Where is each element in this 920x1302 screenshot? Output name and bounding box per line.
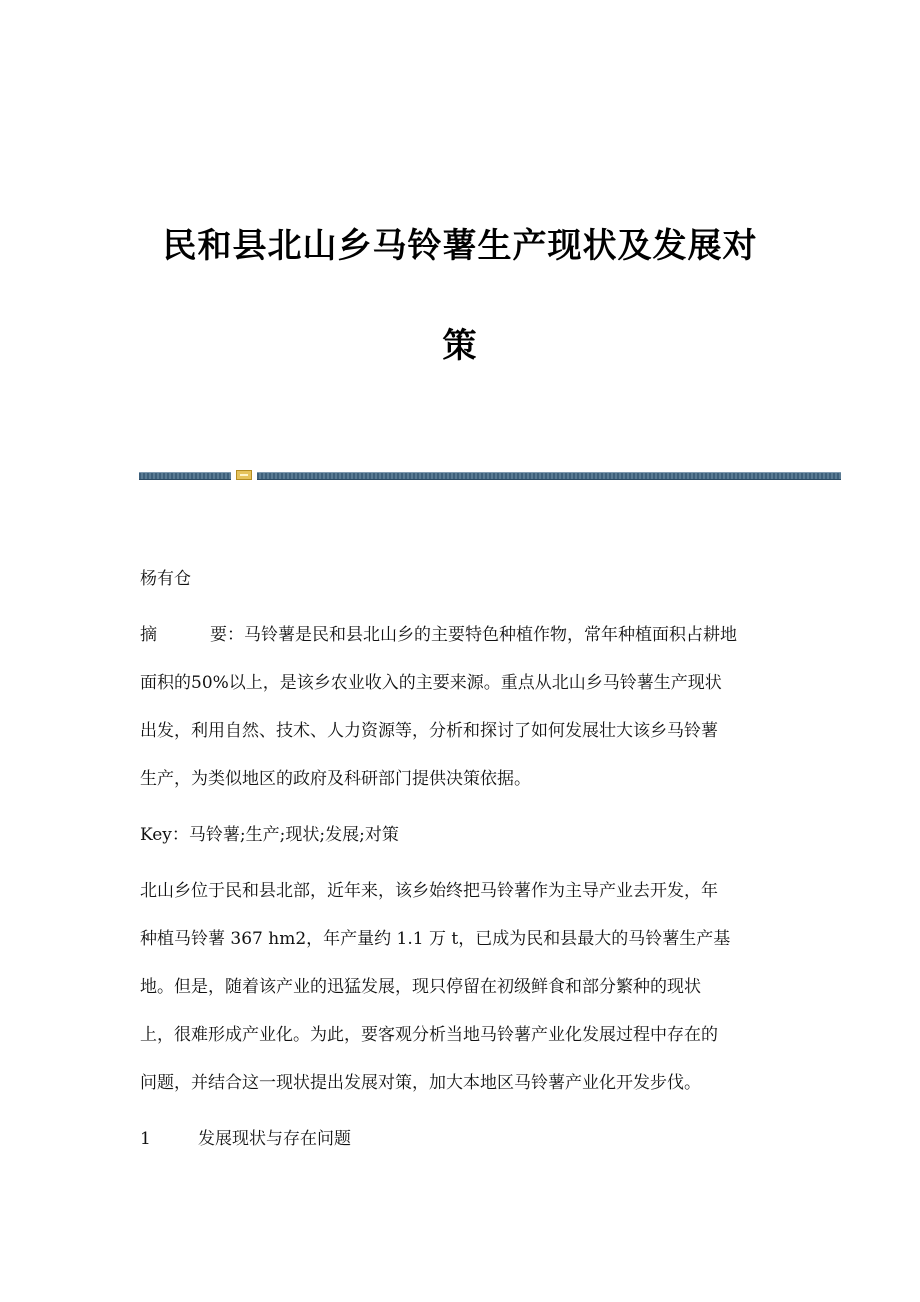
document-title-line-1: 民和县北山乡马铃薯生产现状及发展对 [162,226,758,266]
title-divider [139,470,841,480]
keywords-line: Key：马铃薯;生产;现状;发展;对策 [140,825,399,845]
section-1-heading: 发展现状与存在问题 [198,1129,351,1149]
paragraph-1-line-4: 上，很难形成产业化。为此，要客观分析当地马铃薯产业化发展过程中存在的 [140,1025,718,1045]
abstract-label [140,624,197,646]
abstract-line-2: 面积的50%以上，是该乡农业收入的主要来源。重点从北山乡马铃薯生产现状 [140,673,722,693]
paragraph-1-line-3: 地。但是，随着该产业的迅猛发展，现只停留在初级鲜食和部分繁种的现状 [140,977,701,997]
abstract-text-1: 马铃薯是民和县北山乡的主要特色种植作物，常年种植面积占耕地 [244,625,737,645]
document-title-line-2: 策 [442,326,478,366]
abstract-label-left: 摘 [140,625,157,645]
divider-bar-right [257,472,841,480]
author-name: 杨有仓 [140,569,191,589]
abstract-line-4: 生产，为类似地区的政府及科研部门提供决策依据。 [140,769,531,789]
paragraph-1-line-2: 种植马铃薯 367 hm2，年产量约 1.1 万 t，已成为民和县最大的马铃薯生产基 [140,929,731,949]
paragraph-1-line-1: 北山乡位于民和县北部，近年来，该乡始终把马铃薯作为主导产业去开发，年 [140,881,718,901]
divider-ornament-icon [236,470,252,480]
abstract-label-right: 要： [210,625,244,645]
paragraph-1-line-5: 问题，并结合这一现状提出发展对策，加大本地区马铃薯产业化开发步伐。 [140,1073,701,1093]
divider-bar-left [139,472,231,480]
abstract-line-3: 出发，利用自然、技术、人力资源等，分析和探讨了如何发展壮大该乡马铃薯 [140,721,718,741]
section-1-number: 1 [140,1129,151,1149]
abstract-line-1 [210,624,737,646]
